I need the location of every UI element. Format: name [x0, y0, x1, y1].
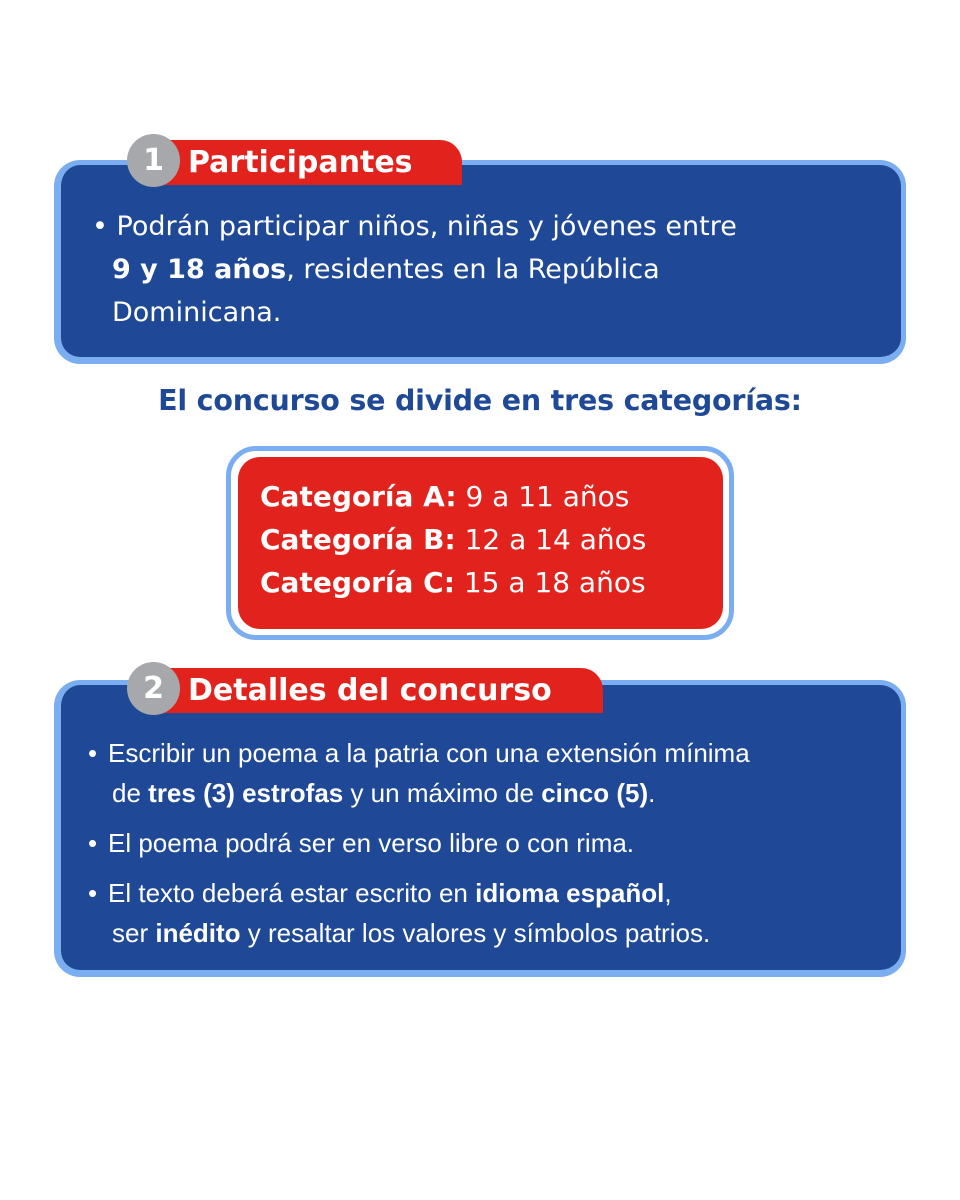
detail-item-1 [88, 733, 888, 813]
category-range: 9 a 11 años [465, 480, 630, 513]
bullet-icon: • [88, 828, 98, 858]
text: y resaltar los valores y símbolos patrios. [240, 918, 711, 948]
contest-details-title: Detalles del concurso [188, 673, 552, 708]
category-label: Categoría A: [260, 480, 457, 513]
bullet-icon: • [88, 878, 98, 908]
text: . [648, 778, 656, 808]
section-2-number-badge: 2 [127, 662, 180, 715]
category-label: Categoría C: [260, 566, 455, 599]
text: ser [112, 918, 156, 948]
detail-1-line-1: Escribir un poema a la patria con una extensión mínima [108, 738, 750, 768]
category-range: 15 a 18 años [463, 566, 646, 599]
participants-line-3: Dominicana. [112, 297, 282, 328]
category-c [260, 561, 723, 604]
bullet-icon: • [88, 738, 98, 768]
detail-item-2 [88, 823, 888, 863]
category-a [260, 475, 723, 518]
min-stanzas-bold: tres (3) estrofas [148, 778, 344, 808]
category-b [260, 518, 723, 561]
categories-heading: El concurso se divide en tres categorías: [158, 384, 802, 417]
max-stanzas-bold: cinco (5) [541, 778, 649, 808]
detail-item-3 [88, 873, 888, 953]
section-1-number-badge: 1 [127, 134, 180, 187]
participants-text [92, 205, 882, 334]
participants-line-2: , residentes en la República [286, 254, 660, 285]
participants-title: Participantes [188, 145, 413, 180]
contest-details-text [88, 733, 888, 963]
unpublished-bold: inédito [155, 918, 241, 948]
text: de [112, 778, 149, 808]
language-bold: idioma español [475, 878, 665, 908]
bullet-icon: • [92, 211, 108, 242]
age-range-bold: 9 y 18 años [112, 254, 287, 285]
participants-line-1: Podrán participar niños, niñas y jóvenes entre [116, 211, 737, 242]
category-range: 12 a 14 años [464, 523, 647, 556]
text: , [664, 878, 672, 908]
detail-2-text: El poema podrá ser en verso libre o con rima. [108, 828, 635, 858]
participants-title-tab [160, 140, 462, 185]
text: El texto deberá estar escrito en [108, 878, 476, 908]
text: y un máximo de [343, 778, 542, 808]
categories-box [238, 457, 723, 629]
category-label: Categoría B: [260, 523, 456, 556]
contest-details-title-tab [160, 668, 603, 713]
